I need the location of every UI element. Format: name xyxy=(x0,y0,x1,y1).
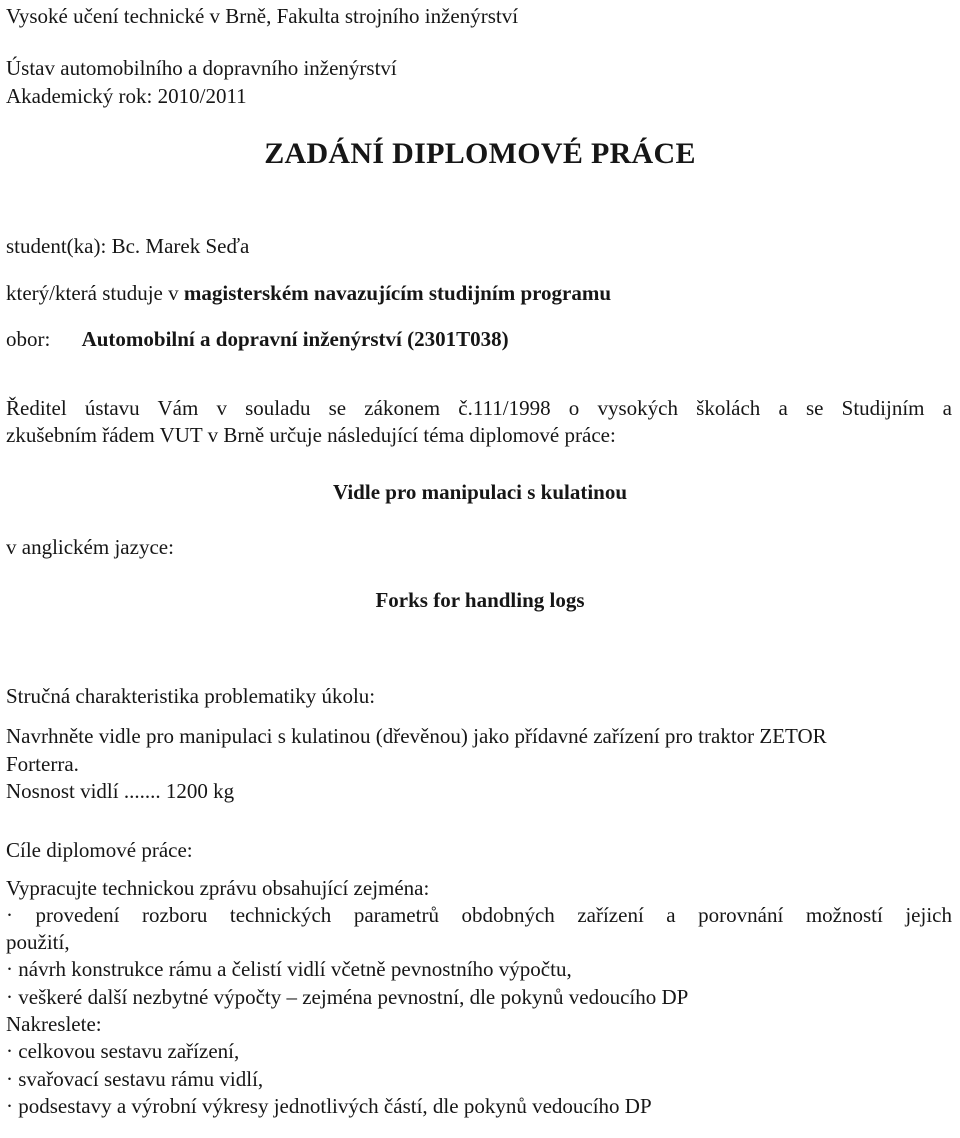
institute-name: Ústav automobilního a dopravního inženýrství xyxy=(6,56,397,80)
directive-line-2: zkušebním řádem VUT v Brně určuje následující téma diplomové práce: xyxy=(6,423,616,447)
student-line xyxy=(6,234,249,259)
goals-item-1-line-2: použití, xyxy=(6,930,70,954)
field-line xyxy=(6,327,509,352)
english-label: v anglickém jazyce: xyxy=(6,535,174,559)
thesis-topic: Vidle pro manipulaci s kulatinou xyxy=(332,480,628,504)
student-name: Bc. Marek Seďa xyxy=(111,234,250,258)
field-label: obor: xyxy=(6,327,51,351)
program-name: magisterském navazujícím studijním programu xyxy=(183,281,612,305)
characteristics-line-1: Navrhněte vidle pro manipulaci s kulatinou (dřevěnou) jako přídavné zařízení pro traktor ZETOR xyxy=(6,724,827,748)
program-line xyxy=(6,281,611,306)
thesis-topic-english: Forks for handling logs xyxy=(375,588,585,612)
goals-intro: Vypracujte technickou zprávu obsahující zejména: xyxy=(6,876,430,900)
characteristics-line-2: Forterra. xyxy=(6,752,79,776)
characteristics-heading: Stručná charakteristika problematiky úkolu: xyxy=(6,684,376,708)
academic-year: Akademický rok: 2010/2011 xyxy=(6,84,247,108)
document-title: ZADÁNÍ DIPLOMOVÉ PRÁCE xyxy=(264,137,696,170)
draw-item-2: · svařovací sestavu rámu vidlí, xyxy=(6,1067,264,1091)
field-name: Automobilní a dopravní inženýrství (2301T038) xyxy=(81,327,509,351)
characteristics-line-3: Nosnost vidlí ....... 1200 kg xyxy=(6,779,235,803)
university-name: Vysoké učení technické v Brně, Fakulta strojního inženýrství xyxy=(6,4,519,28)
draw-item-3: · podsestavy a výrobní výkresy jednotlivých částí, dle pokynů vedoucího DP xyxy=(6,1094,652,1118)
goals-item-2: · návrh konstrukce rámu a čelistí vidlí včetně pevnostního výpočtu, xyxy=(6,957,572,981)
draw-item-1: · celkovou sestavu zařízení, xyxy=(6,1039,240,1063)
directive-line-1: Ředitel ústavu Vám v souladu se zákonem č.111/1998 o vysokých školách a se Studijním a xyxy=(6,396,952,420)
program-prefix: který/která studuje v xyxy=(6,281,179,305)
goals-item-1-line-1: · provedení rozboru technických parametrů obdobných zařízení a porovnání možností jejich xyxy=(6,903,952,927)
goals-heading: Cíle diplomové práce: xyxy=(6,838,193,862)
student-label: student(ka): xyxy=(6,234,107,258)
goals-item-3: · veškeré další nezbytné výpočty – zejména pevnostní, dle pokynů vedoucího DP xyxy=(6,985,689,1009)
draw-heading: Nakreslete: xyxy=(6,1012,102,1036)
